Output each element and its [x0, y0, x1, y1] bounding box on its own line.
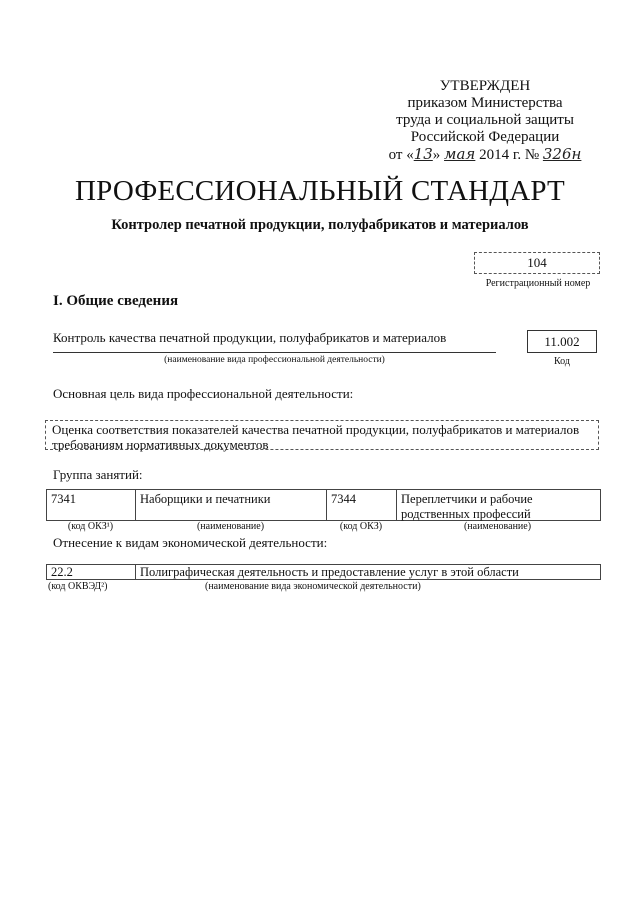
approval-block	[380, 78, 590, 164]
approval-line: труда и социальной защиты	[396, 112, 574, 128]
approval-line: приказом Министерства	[407, 95, 563, 111]
group-name-caption: (наименование)	[196, 521, 265, 532]
activity-name: Контроль качества печатной продукции, полуфабрикатов и материалов	[53, 330, 447, 345]
occupation-group-label: Группа занятий:	[53, 467, 143, 482]
econ-name-cell: Полиграфическая деятельность и предоставление услуг в этой области	[140, 565, 519, 579]
goal-box: Оценка соответствия показателей качества печатной продукции, полуфабрикатов и материалов требованиям нормативных документов	[45, 420, 599, 450]
group-name-cell: Переплетчики и рабочие родственных профессий	[401, 492, 533, 521]
order-number: 326н	[542, 145, 582, 163]
activity-caption: (наименование вида профессиональной деятельности)	[164, 355, 385, 365]
activity-code-box: 11.002	[527, 330, 597, 353]
group-code-caption: (код ОКЗ¹)	[67, 521, 114, 532]
registration-number-box: 104	[474, 252, 600, 274]
registration-number-label: Регистрационный номер	[485, 278, 591, 289]
econ-code-cell: 22.2	[47, 565, 136, 579]
econ-name-caption: (наименование вида экономической деятельности)	[205, 581, 421, 592]
underline	[53, 352, 496, 353]
date-prefix: от «	[388, 147, 414, 163]
approval-heading: УТВЕРЖДЕН	[439, 78, 531, 94]
group-code-cell: 7341	[47, 490, 136, 520]
occupation-group-table	[46, 489, 601, 521]
approval-date-line	[380, 146, 590, 164]
date-year: 2014 г. №	[479, 147, 540, 163]
approval-line: Российской Федерации	[410, 129, 560, 145]
section-title: I. Общие сведения	[53, 293, 179, 309]
group-code-caption: (код ОКЗ)	[339, 521, 383, 532]
activity-code-caption: Код	[554, 356, 570, 367]
economic-activity-label: Отнесение к видам экономической деятельности:	[53, 535, 328, 550]
economic-activity-table	[46, 564, 601, 580]
date-separator: »	[432, 147, 441, 163]
document-subtitle: Контролер печатной продукции, полуфабрикатов и материалов	[111, 217, 529, 233]
econ-code-caption: (код ОКВЭД²)	[48, 581, 108, 592]
group-code-cell: 7344	[327, 490, 397, 520]
date-month: мая	[444, 145, 476, 163]
group-name-caption: (наименование)	[463, 521, 532, 532]
document-title: ПРОФЕССИОНАЛЬНЫЙ СТАНДАРТ	[75, 175, 565, 207]
date-day: 13	[413, 145, 433, 163]
goal-label: Основная цель вида профессиональной деятельности:	[53, 386, 354, 401]
group-name-cell: Наборщики и печатники	[136, 490, 327, 520]
